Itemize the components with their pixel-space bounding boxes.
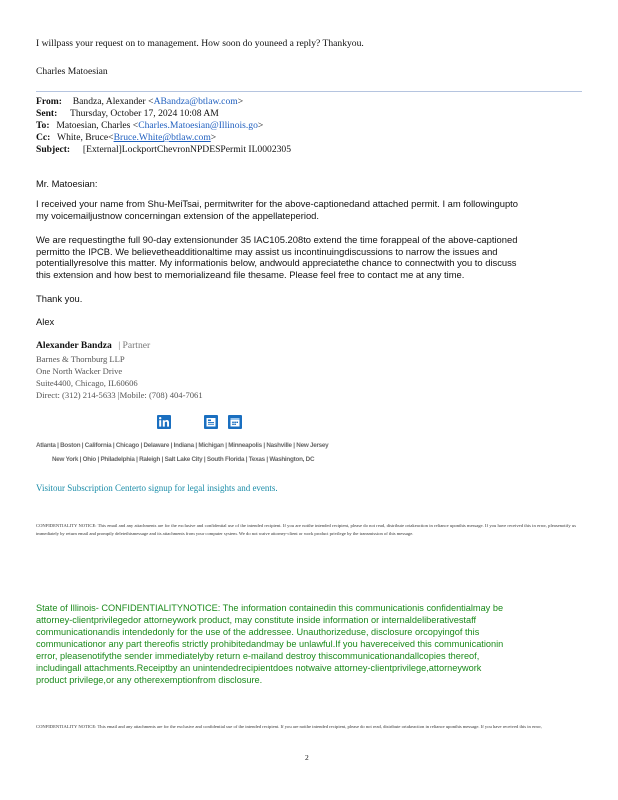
cc-row bbox=[36, 132, 216, 143]
state-notice-line: product privilege,or any otherexemptionfrom disclosure. bbox=[36, 675, 263, 685]
paragraph-1-line: I received your name from Shu-MeiTsai, permitwriter for the above-captionedand attached permit. I am followingupto bbox=[36, 198, 519, 209]
confidentiality-notice-footer: CONFIDENTIALITY NOTICE: This email and any attachments are for the exclusive and confidential use of the intended recipient. If you are notthe intended recipient, please do not read, distribute ortakeaction in reliance uponthis message. If you have received this in error, bbox=[36, 724, 542, 729]
sender-short-name: Alex bbox=[36, 316, 55, 327]
paragraph-2-line: permitto the IPCB. We believetheadditionaltime may assist us incontinuingdiscussions to narrow the issues and bbox=[36, 245, 498, 257]
sent-row bbox=[36, 108, 219, 119]
paragraph-1-line: my voicemailjustnow concerningan extension of the appellateperiod. bbox=[36, 209, 319, 221]
signature-details bbox=[36, 353, 203, 401]
from-label: From: bbox=[36, 96, 62, 107]
from-name: Bandza, Alexander < bbox=[72, 96, 154, 107]
signature-firm: Barnes & Thornburg LLP bbox=[36, 354, 125, 364]
header-divider bbox=[36, 91, 582, 92]
cc-close: > bbox=[210, 132, 217, 143]
office-list-line-2: New York | Ohio | Philadelphia | Raleigh | Salt Lake City | South Florida | Texas | Washington, DC bbox=[52, 456, 315, 463]
cc-name: White, Bruce< bbox=[57, 132, 114, 143]
signature-name: Alexander Bandza bbox=[36, 340, 112, 351]
confidentiality-notice: CONFIDENTIALITY NOTICE: This email and any attachments are for the exclusive and confidential use of the intended recipient. If you are notthe intended recipient, please do not read, distribute ortakeaction in reliance uponthis message. If you have received this in error, pleasenotify us immediately by return email and promptly deletethismessage and its attachments from your computer system. We do not waive attorney-client or work product privilege by the transmission of this message. bbox=[36, 523, 576, 537]
reply-signature: Charles Matoesian bbox=[36, 66, 108, 77]
paragraph-1 bbox=[36, 198, 518, 221]
paragraph-2-line: We are requestingthe full 90-day extensionunder 35 IAC105.208to extend the time forappeal of the above-captioned bbox=[36, 234, 518, 245]
signature-address-2: Suite4400, Chicago, IL60606 bbox=[36, 378, 138, 388]
office-list-line-1: Atlanta | Boston | California | Chicago | Delaware | Indiana | Michigan | Minneapolis | Nashville | New Jersey bbox=[36, 442, 329, 449]
signature-phones: Direct: (312) 214-5633 |Mobile: (708) 404-7061 bbox=[36, 390, 203, 400]
from-row bbox=[36, 96, 243, 107]
state-notice-line: attorney-clientprivilegedor attorneywork product, may constitute inside information or internaldeliberativestaff bbox=[36, 615, 477, 625]
to-close: > bbox=[257, 120, 264, 131]
from-close: > bbox=[237, 96, 244, 107]
linkedin-icon[interactable] bbox=[157, 415, 171, 429]
state-notice-line: error, pleasenotifythe sender immediatelyby return e-mailand destroy thiscommunicationandallcopies thereof, bbox=[36, 651, 480, 661]
thanks-line: Thank you. bbox=[36, 293, 83, 304]
signature-title: | Partner bbox=[118, 340, 151, 351]
greeting: Mr. Matoesian: bbox=[36, 178, 98, 189]
reply-text: I willpass your request on to management. How soon do youneed a reply? Thankyou. bbox=[36, 38, 364, 49]
to-label: To: bbox=[36, 120, 50, 131]
paragraph-2 bbox=[36, 234, 517, 280]
cc-label: Cc: bbox=[36, 132, 51, 143]
subject-label: Subject: bbox=[36, 144, 71, 155]
signature-name-row bbox=[36, 340, 150, 351]
state-notice-line: includingall attachments.Receiptby an unintendedrecipientdoes notwaive attorney-clientprivilege,attorneywork bbox=[36, 663, 482, 673]
paragraph-2-line: potentiallyresolve this matter. My informationis below, andwould appreciatethe chance to connectwith you to discuss bbox=[36, 257, 517, 269]
state-notice-line: State of Illinois- CONFIDENTIALITYNOTICE: The information containedin this communicationis confidentialmay be bbox=[36, 603, 504, 613]
state-notice-line: communicationandis intendedonly for the use of the addressee. Unauthorizeduse, disclosure orcopyingof this bbox=[36, 627, 480, 637]
state-confidentiality-notice bbox=[36, 602, 503, 686]
to-email-link[interactable]: Charles.Matoesian@Illinois.go bbox=[138, 120, 258, 131]
cc-email-link[interactable]: Bruce.White@btlaw.com bbox=[113, 132, 211, 143]
subject-row bbox=[36, 144, 291, 155]
sent-label: Sent: bbox=[36, 108, 58, 119]
signature-address-1: One North Wacker Drive bbox=[36, 366, 123, 376]
subscription-center-link[interactable]: Visitour Subscription Centerto signup for legal insights and events. bbox=[36, 483, 278, 493]
sent-value: Thursday, October 17, 2024 10:08 AM bbox=[69, 108, 219, 119]
to-name: Matoesian, Charles < bbox=[56, 120, 139, 131]
to-row bbox=[36, 120, 263, 131]
contact-card-icon[interactable] bbox=[204, 415, 218, 429]
calendar-icon[interactable] bbox=[228, 415, 242, 429]
state-notice-line: communicationor any part thereofis strictly prohibitedandmay be unlawful.If you havereceived this communicationin bbox=[36, 639, 504, 649]
paragraph-2-line: this extension and how best to memorializeand file thesame. Please feel free to contact me at any time. bbox=[36, 268, 465, 280]
from-email-link[interactable]: ABandza@btlaw.com bbox=[153, 96, 238, 107]
page-number: 2 bbox=[305, 753, 309, 762]
subject-value: [External]LockportChevronNPDESPermit IL0002305 bbox=[82, 144, 292, 155]
